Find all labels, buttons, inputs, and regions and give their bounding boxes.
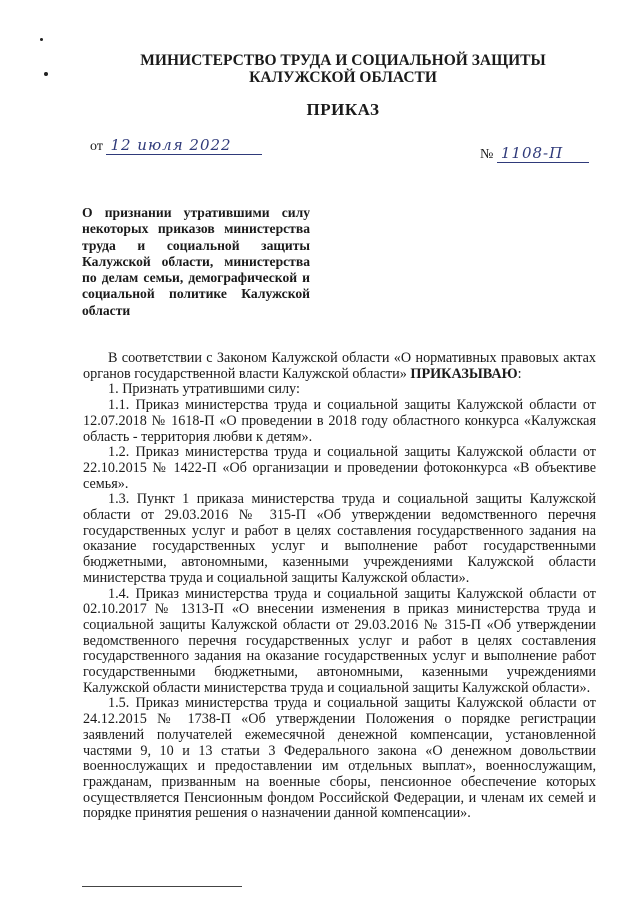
item-1-2: 1.2. Приказ министерства труда и социальной защиты Калужской области от 22.10.2015 № 1422-П «Об организации и проведении фотоконкурса «В объективе семья».	[83, 444, 596, 492]
number-prefix: №	[480, 147, 494, 162]
date-prefix: от	[90, 139, 103, 154]
item-1-3: 1.3. Пункт 1 приказа министерства труда и социальной защиты Калужской области от 29.03.2016 № 315-П «Об утверждении ведомственного перечня государственных услуг и работ в целях составления государственного задания на оказание государственных услуг и выполнение работ государственными бюджетными, автономными, казенными учреждениями Калужской области министерства труда и социальной защиты Калужской области».	[83, 491, 596, 586]
ministry-heading	[100, 52, 586, 86]
ministry-line-2: КАЛУЖСКОЙ ОБЛАСТИ	[249, 69, 437, 86]
document-type: ПРИКАЗ	[306, 100, 380, 119]
order-colon: :	[517, 365, 522, 382]
item-1-5: 1.5. Приказ министерства труда и социальной защиты Калужской области от 24.12.2015 № 1738-П «Об утверждении Положения о порядке регистрации заявлений получателей ежемесячной денежной компенсации, установленной частями 9, 10 и 13 статьи 3 Федерального закона «О денежном довольствии военнослужащих и предоставлении им отдельных выплат», военнослужащим, гражданам, призванным на военные сборы, пенсионное обеспечение которых осуществляется Пенсионным фондом Российской Федерации, и членам их семей и порядке принятия решения о назначении данной компенсации».	[83, 695, 596, 822]
scan-speck	[40, 38, 43, 41]
document-body	[83, 351, 596, 822]
handwritten-number: 1108-П	[497, 144, 589, 163]
preamble-paragraph	[83, 351, 596, 382]
date-field	[90, 136, 262, 155]
order-word: ПРИКАЗЫВАЮ	[410, 365, 518, 382]
item-1-1: 1.1. Приказ министерства труда и социальной защиты Калужской области от 12.07.2018 № 1618-П «О проведении в 2018 году областного конкурса «Калужская область - территория любви к детям».	[83, 397, 596, 445]
scan-speck	[44, 72, 48, 76]
ministry-line-1: МИНИСТЕРСТВО ТРУДА И СОЦИАЛЬНОЙ ЗАЩИТЫ	[140, 52, 546, 69]
item-1-4: 1.4. Приказ министерства труда и социальной защиты Калужской области от 02.10.2017 № 1313-П «О внесении изменения в приказ министерства труда и социальной защиты Калужской области от 29.03.2016 № 315-П «Об утверждении ведомственного перечня государственных услуг и работ в целях составления государственного задания на оказание государственных услуг и выполнение работ государственными бюджетными, автономными, казенными учреждениями Калужской области министерства труда и социальной защиты Калужской области».	[83, 585, 596, 696]
number-field	[480, 144, 589, 163]
footnote-separator	[82, 886, 242, 887]
handwritten-date: 12 июля 2022	[106, 136, 262, 155]
document-title: О признании утратившими силу некоторых приказов министерства труда и социальной защиты Калужской области, министерства по делам семьи, демографической и социальной политике Калужской области	[82, 205, 310, 318]
point-1: 1. Признать утратившими силу:	[108, 381, 300, 398]
preamble-text: В соответствии с Законом Калужской области «О нормативных правовых актах органов государственной власти Калужской области»	[83, 350, 596, 382]
